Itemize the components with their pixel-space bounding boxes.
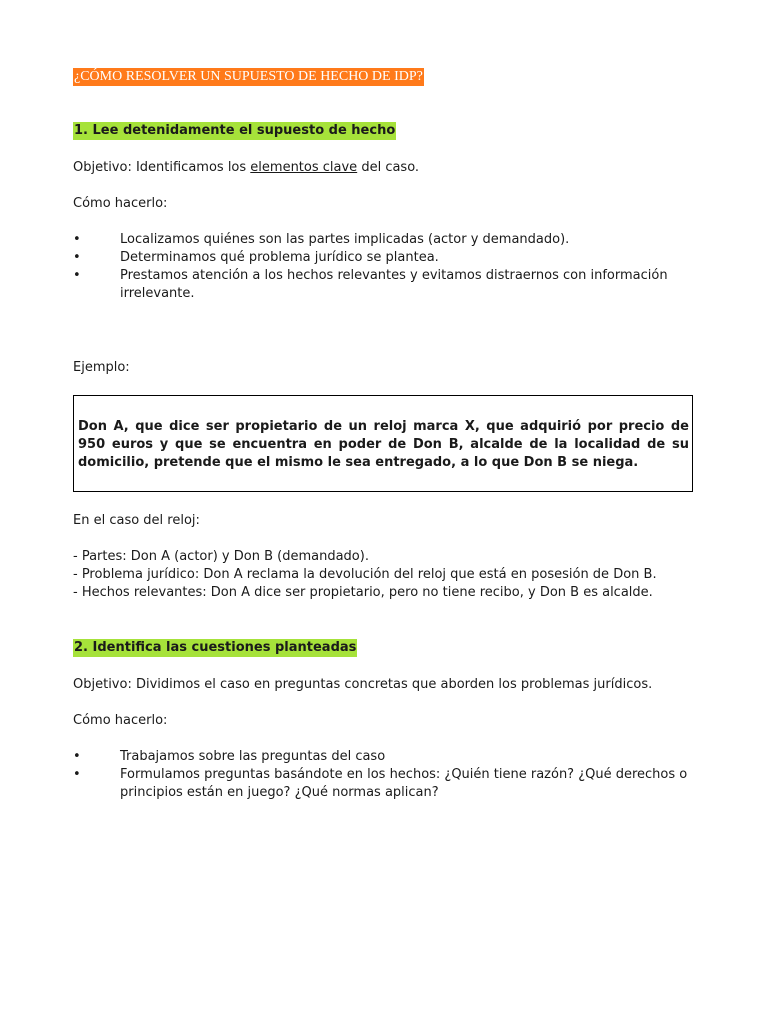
bullet-icon: • [73,767,81,782]
bullet-icon: • [73,268,81,283]
case-intro: En el caso del reloj: [73,513,200,528]
bullet-icon: • [73,250,81,265]
section-2-bullet-2: Formulamos preguntas basándote en los hechos: ¿Quién tiene razón? ¿Qué derechos o principios están en juego? ¿Qué normas aplican? [120,767,688,800]
bullet-icon: • [73,749,81,764]
case-point-facts: - Hechos relevantes: Don A dice ser propietario, pero no tiene recibo, y Don B es alcalde. [73,585,653,600]
objective-prefix: Objetivo: Identificamos los [73,160,251,175]
objective-suffix: del caso. [357,160,420,175]
example-label: Ejemplo: [73,360,130,375]
section-1-heading: 1. Lee detenidamente el supuesto de hecho [74,123,396,138]
section-2-heading: 2. Identifica las cuestiones planteadas [74,640,357,655]
section-1-how-label: Cómo hacerlo: [73,196,168,211]
section-2-objective: Objetivo: Dividimos el caso en preguntas concretas que aborden los problemas jurídicos. [73,677,653,692]
example-box [73,395,693,492]
section-2-how-label: Cómo hacerlo: [73,713,168,728]
bullet-icon: • [73,232,81,247]
case-point-parties: - Partes: Don A (actor) y Don B (demandado). [73,549,369,564]
section-1-bullet-3: Prestamos atención a los hechos relevantes y evitamos distraernos con información irrelevante. [120,268,668,301]
section-1-objective [73,159,419,177]
document-title: ¿CÓMO RESOLVER UN SUPUESTO DE HECHO DE IDP? [74,69,423,84]
example-text: Don A, que dice ser propietario de un reloj marca X, que adquirió por precio de 950 euros y que se encuentra en poder de Don B, alcalde de la localidad de su domicilio, pretende que el mismo le sea entregado, a lo que Don B se niega. [78,419,689,470]
section-1-bullet-2: Determinamos qué problema jurídico se plantea. [120,250,439,265]
case-point-problem: - Problema jurídico: Don A reclama la devolución del reloj que está en posesión de Don B. [73,567,657,582]
section-1-bullet-1: Localizamos quiénes son las partes implicadas (actor y demandado). [120,232,570,247]
objective-underlined-text: elementos clave [250,160,358,175]
section-2-bullet-1: Trabajamos sobre las preguntas del caso [120,749,386,764]
